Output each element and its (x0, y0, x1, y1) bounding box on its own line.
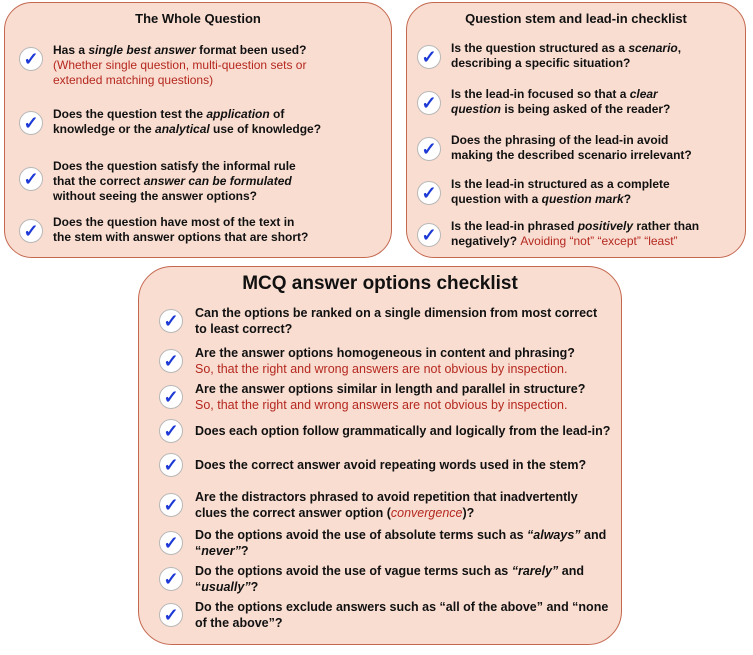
checkmark-icon: ✓ (159, 453, 183, 477)
checkmark-icon: ✓ (417, 45, 441, 69)
checkmark-icon: ✓ (417, 91, 441, 115)
checkmark-icon: ✓ (417, 137, 441, 161)
checkmark-icon: ✓ (159, 419, 183, 443)
checkmark-icon: ✓ (159, 349, 183, 373)
item-text: Do the options avoid the use of absolute terms such as “always” and “never”? (195, 528, 607, 558)
item-text: Does the correct answer avoid repeating words used in the stem? (195, 458, 587, 472)
checkmark-icon: ✓ (19, 219, 43, 243)
item-text: Do the options exclude answers such as “all of the above” and “none of the above”? (195, 600, 609, 630)
mcq-options-panel (138, 266, 622, 645)
item-text: Does the phrasing of the lead-in avoid making the described scenario irrelevant? (451, 133, 692, 162)
checkmark-icon: ✓ (19, 47, 43, 71)
item-text: Is the lead-in focused so that a clear question is being asked of the reader? (451, 87, 671, 116)
item-text: Are the distractors phrased to avoid repetition that inadvertently clues the correct answer option (convergence)? (195, 490, 578, 520)
item-text: Do the options avoid the use of vague terms such as “rarely” and “usually”? (195, 564, 584, 594)
item-text: Is the lead-in phrased positively rather than negatively? Avoiding “not” “except” “least” (451, 219, 700, 248)
checkmark-icon: ✓ (159, 309, 183, 333)
item-text: Does the question have most of the text in the stem with answer options that are short? (53, 215, 309, 244)
checkmark-icon: ✓ (159, 603, 183, 627)
checkmark-icon: ✓ (19, 111, 43, 135)
item-text: Is the question structured as a scenario, describing a specific situation? (451, 41, 682, 70)
item-text: Is the lead-in structured as a complete question with a question mark? (451, 177, 670, 206)
stem-leadin-panel (406, 2, 746, 258)
checkmark-icon: ✓ (19, 167, 43, 191)
whole-question-panel (4, 2, 392, 258)
item-text: Are the answer options similar in length and parallel in structure? So, that the right and wrong answers are not obvious by inspection. (195, 382, 586, 412)
panel-title: Question stem and lead-in checklist (465, 11, 687, 26)
checkmark-icon: ✓ (417, 181, 441, 205)
checkmark-icon: ✓ (159, 385, 183, 409)
checkmark-icon: ✓ (417, 223, 441, 247)
item-text: Does each option follow grammatically and logically from the lead-in? (195, 424, 611, 438)
item-text: Does the question satisfy the informal rule that the correct answer can be formulated without seeing the answer options? (53, 159, 296, 203)
checkmark-icon: ✓ (159, 493, 183, 517)
checkmark-icon: ✓ (159, 567, 183, 591)
item-text: Has a single best answer format been used? (Whether single question, multi-question sets or extended matching questions) (53, 43, 307, 87)
checkmark-icon: ✓ (159, 531, 183, 555)
item-text: Can the options be ranked on a single dimension from most correct to least correct? (195, 306, 598, 336)
panel-title: MCQ answer options checklist (242, 273, 518, 294)
item-text: Does the question test the application of knowledge or the analytical use of knowledge? (53, 107, 322, 136)
item-text: Are the answer options homogeneous in content and phrasing? So, that the right and wrong answers are not obvious by inspection. (195, 346, 575, 376)
panel-title: The Whole Question (135, 11, 261, 26)
